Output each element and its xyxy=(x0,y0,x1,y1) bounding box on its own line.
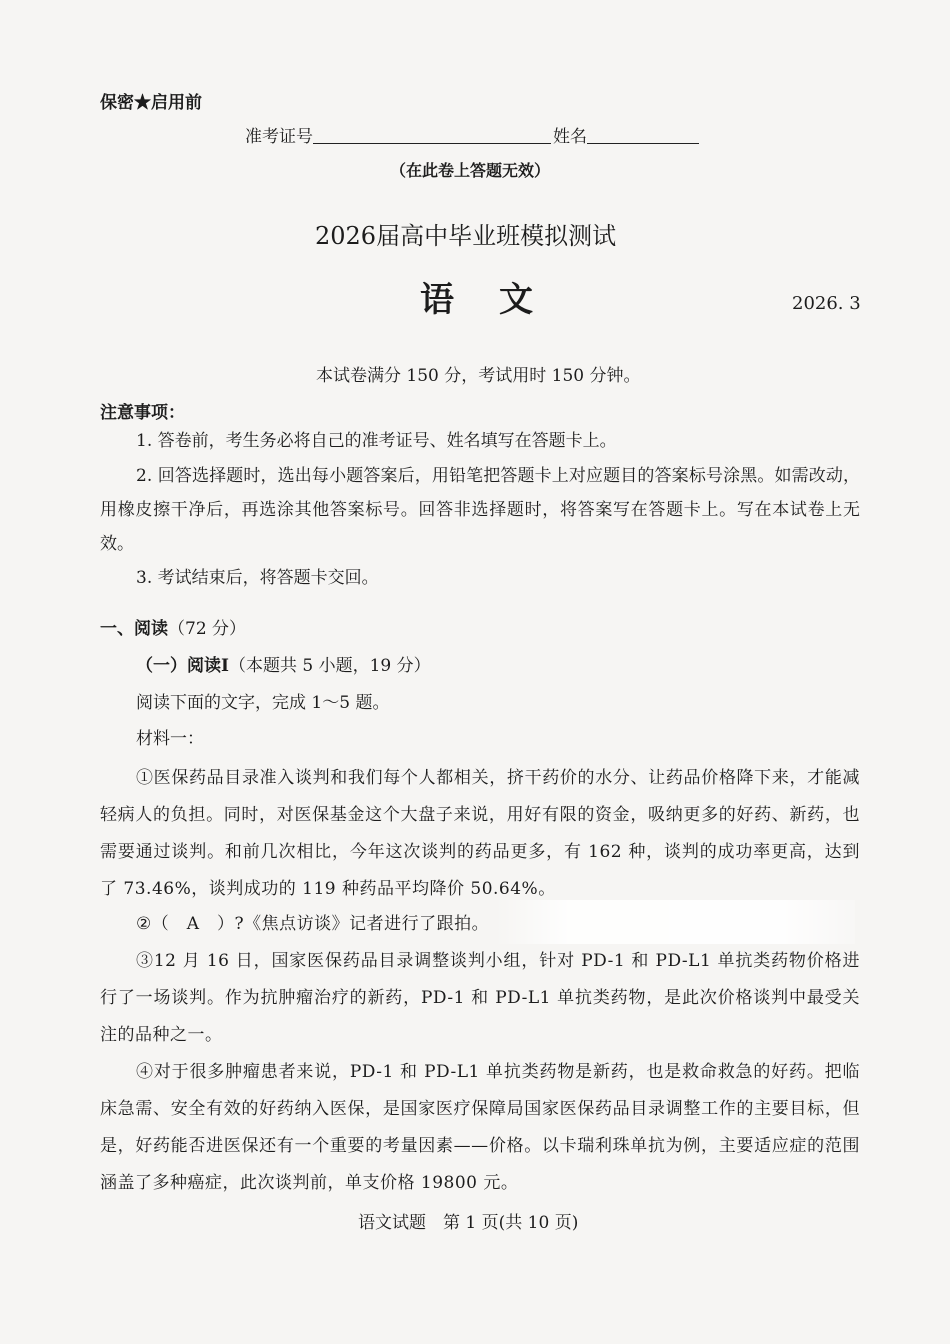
full-mark-text: 本试卷满分 150 分，考试用时 150 分钟。 xyxy=(316,366,641,386)
notes-heading: 注意事项： xyxy=(100,403,185,423)
part-info: （本题共 5 小题，19 分） xyxy=(228,656,431,676)
section-title: 一、阅读 xyxy=(100,619,168,639)
exam-id-label: 准考证号 xyxy=(245,127,313,147)
name-blank xyxy=(587,126,699,144)
passage-paragraph: ④对于很多肿瘤患者来说，PD-1 和 PD-L1 单抗类药物是新药，也是救命救急的好药。把临床急需、安全有效的好药纳入医保，是国家医疗保障局国家医保药品目录调整工作的主要目标，但是，好药能否进医保还有一个重要的考量因素——价格。以卡瑞利珠单抗为例，主要适应症的范围涵盖了多种癌症，此次谈判前，单支价格 19800 元。 xyxy=(100,1062,860,1193)
exam-date: 2026. 3 xyxy=(792,293,861,314)
passage-paragraph: ②（ A ）?《焦点访谈》记者进行了跟拍。 xyxy=(136,914,490,934)
section-points: （72 分） xyxy=(168,619,247,639)
note-item: 3. 考试结束后，将答题卡交回。 xyxy=(136,568,379,588)
material-label: 材料一： xyxy=(136,729,204,749)
part-title: （一）阅读Ⅰ xyxy=(136,656,229,676)
note-item: 1. 答卷前，考生务必将自己的准考证号、姓名填写在答题卡上。 xyxy=(136,431,617,451)
candidate-info-line xyxy=(245,122,699,147)
exam-title: 2026届高中毕业班模拟测试 xyxy=(315,222,617,250)
passage-paragraph: ③12 月 16 日，国家医保药品目录调整谈判小组，针对 PD-1 和 PD-L1 单抗类药物价格进行了一场谈判。作为抗肿瘤治疗的新药，PD-1 和 PD-L1 单抗类药物，是此次价格谈判中最受关注的品种之一。 xyxy=(100,951,860,1045)
scan-glare xyxy=(495,900,855,944)
part-heading xyxy=(136,651,431,676)
passage-paragraph: ①医保药品目录准入谈判和我们每个人都相关，挤干药价的水分、让药品价格降下来，才能减轻病人的负担。同时，对医保基金这个大盘子来说，用好有限的资金，吸纳更多的好药、新药，也需要通过谈判。和前几次相比，今年这次谈判的药品更多，有 162 种，谈判的成功率更高，达到了 73.46%，谈判成功的 119 种药品平均降价 50.64%。 xyxy=(100,768,860,899)
note-item: 2. 回答选择题时，选出每小题答案后，用铅笔把答题卡上对应题目的答案标号涂黑。如需改动，用橡皮擦干净后，再选涂其他答案标号。回答非选择题时，将答案写在答题卡上。写在本试卷上无效。 xyxy=(100,466,860,554)
confidential-label: 保密★启用前 xyxy=(100,93,202,113)
exam-id-blank xyxy=(313,126,551,144)
section-heading xyxy=(100,614,246,639)
invalid-answer-note: （在此卷上答题无效） xyxy=(390,161,551,180)
page-footer: 语文试题 第 1 页(共 10 页) xyxy=(358,1213,579,1233)
reading-instruction: 阅读下面的文字，完成 1～5 题。 xyxy=(136,693,390,713)
subject-title: 语文 xyxy=(420,280,578,320)
name-label: 姓名 xyxy=(553,127,587,147)
